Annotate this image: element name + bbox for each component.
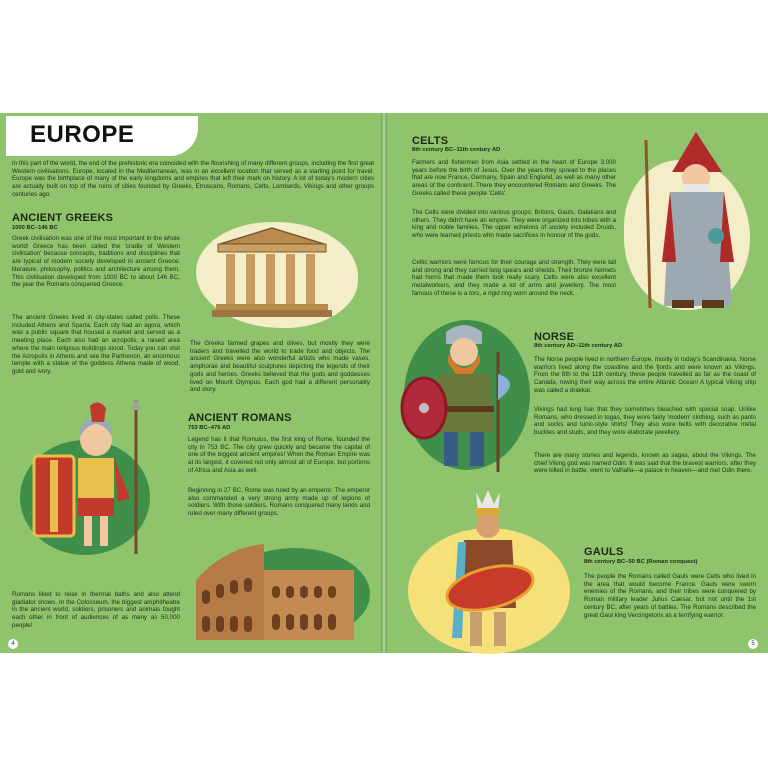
druid-illustration: [636, 132, 746, 312]
romans-paragraph-3: Romans liked to relax in thermal baths and also attend gladiator shows. In the Colosseum, the biggest amphitheatre in the ancient world, soldiers, prisoners and animals fought each other in front of audiences of as many as 50,000 people!: [12, 591, 180, 629]
intro-paragraph: In this part of the world, the end of the prehistoric era coincided with the flourishing of many different groups, including the first great Western civilisations. Europe, located in the Mediterranean, was in an excellent location that served as a starting point for travel. Europe was the birthplace of many of the early kingdoms and empires that left their mark on history. A lot of today's modern cities are actually built on top of the ruins of cities founded by Greeks, Etruscans, Romans, Celts, Lombards, Vikings and other groups centuries ago.: [12, 160, 374, 198]
greeks-dates: 1000 BC–146 BC: [12, 225, 58, 231]
gauls-paragraph-1: The people the Romans called Gauls were Celts who lived in the area that would become France. Gauls were sworn enemies of the Romans, and their tribes were conquered by Roman military leader Julius Caesar, but not until the 1st century BC, after years of battles. The Romans described the great Gaul king Vercingetorix as a terrifying warrior.: [584, 573, 756, 619]
page-title: EUROPE: [30, 121, 135, 148]
celts-paragraph-2: The Celts were divided into various groups: Britons, Gauls, Galatians and others. They didn't have an empire. They were organized into tribes with a king and noble families. The upper echelons of society included Druids, who were learned priests who made sacrifices in honour of the gods.: [412, 209, 616, 240]
celts-paragraph-1: Farmers and fishermen from Asia settled in the heart of Europe 3,000 years before the birth of Jesus. Over the years they spread to the places that are now France, Germany, Spain and England, as well as many other areas of the continent. There they encountered Romans and Greeks. The Greeks called these people 'Celts'.: [412, 159, 616, 197]
greeks-heading: ANCIENT GREEKS: [12, 212, 114, 224]
gaul-warrior-illustration: [440, 488, 540, 654]
gauls-dates: 8th century BC–50 BC (Roman conquest): [584, 559, 698, 565]
parthenon-illustration: [212, 226, 332, 318]
gauls-heading: GAULS: [584, 546, 624, 558]
norse-paragraph-3: There are many stories and legends, known as sagas, about the Vikings. The chief Viking god was named Odin. It was said that the bravest warriors, after they were killed in battle, went to Valhalla—a palace in heaven—and met Odin there.: [534, 452, 756, 475]
norse-heading: NORSE: [534, 331, 575, 343]
colosseum-illustration: [194, 540, 359, 644]
page-number-right: 5: [748, 639, 758, 649]
roman-soldier-illustration: [32, 398, 152, 558]
romans-dates: 753 BC–476 AD: [188, 425, 231, 431]
norse-paragraph-2: Vikings had long hair that they sometimes bleached with special soap. Unlike Romans, who dressed in togas, they wore fairly 'modern' clothing, such as pants and socks and tunic-style shirts! They also wore belts with decorative metal buckles and studs, and they wore elaborate jewellery.: [534, 406, 756, 437]
celts-paragraph-3: Celtic warriors were famous for their courage and strength. They were tall and strong and they carried long spears and shields. Their bronze helmets had horns that made them look really scary. Celts were also excellent metalworkers, and they made a lot of arms and jewellery. The most famous of these is a torc, a rigid ring worn around the neck.: [412, 259, 616, 297]
celts-heading: CELTS: [412, 135, 449, 147]
norse-paragraph-1: The Norse people lived in northern Europe, mostly in today's Scandinavia. Norse warriors lived along the coastline and the fjords and were known as Vikings. From the 8th to the 11th century, these people travelled as far as the coast of Canada, rowing their way across the entire Atlantic Ocean! A typical Viking ship was called a drakkar.: [534, 356, 756, 394]
celts-dates: 8th century BC–11th century AD: [412, 147, 501, 153]
greeks-paragraph-2: The ancient Greeks lived in city-states called polis. These included Athens and Sparta. Each city had an agora, which was a public square that housed a market and served as a meeting place. Each also had an acropolis, a raised area where the main religious buildings stood. Today you can visit the Acropolis in Athens and see the Parthenon, an enormous temple with a statue of the goddess Athena made of wood, gold and ivory.: [12, 314, 180, 375]
greeks-paragraph-3: The Greeks farmed grapes and olives, but mostly they were traders and travelled the world to trade food and objects. The ancient Greeks were also wonderful artists who made vases, amphorae and beautiful sculptures depicting the legends of their gods and heroes. Greeks believed that the gods and goddesses lived on Mount Olympus. Each god had a different personality and story.: [190, 340, 370, 394]
book-gutter: [381, 113, 387, 653]
greeks-paragraph-1: Greek civilisation was one of the most important in the whole world! Greece has been called the 'cradle of Western civilisation' because concepts, traditions and disciplines that are typical of modern society developed in ancient Greece: literature, philosophy, politics and architecture among them. This civilisation developed from 1000 BC to about 146 BC, the year the Romans conquered Greece.: [12, 235, 180, 289]
romans-heading: ANCIENT ROMANS: [188, 412, 292, 424]
romans-paragraph-1: Legend has it that Romulus, the first king of Rome, founded the city in 753 BC. The city grew quickly and became the capital of one of the biggest ancient empires! When the Roman Empire was at its largest, it covered not only almost all of Europe, but portions of Africa and Asia as well.: [188, 436, 370, 474]
romans-paragraph-2: Beginning in 27 BC, Rome was ruled by an emperor. The emperor also commanded a very strong army made up of legions of soldiers. With those soldiers, Romans conquered many lands and ruled over many different groups.: [188, 487, 370, 518]
viking-illustration: [398, 322, 530, 478]
page-number-left: 4: [8, 639, 18, 649]
norse-dates: 8th century AD–11th century AD: [534, 343, 623, 349]
